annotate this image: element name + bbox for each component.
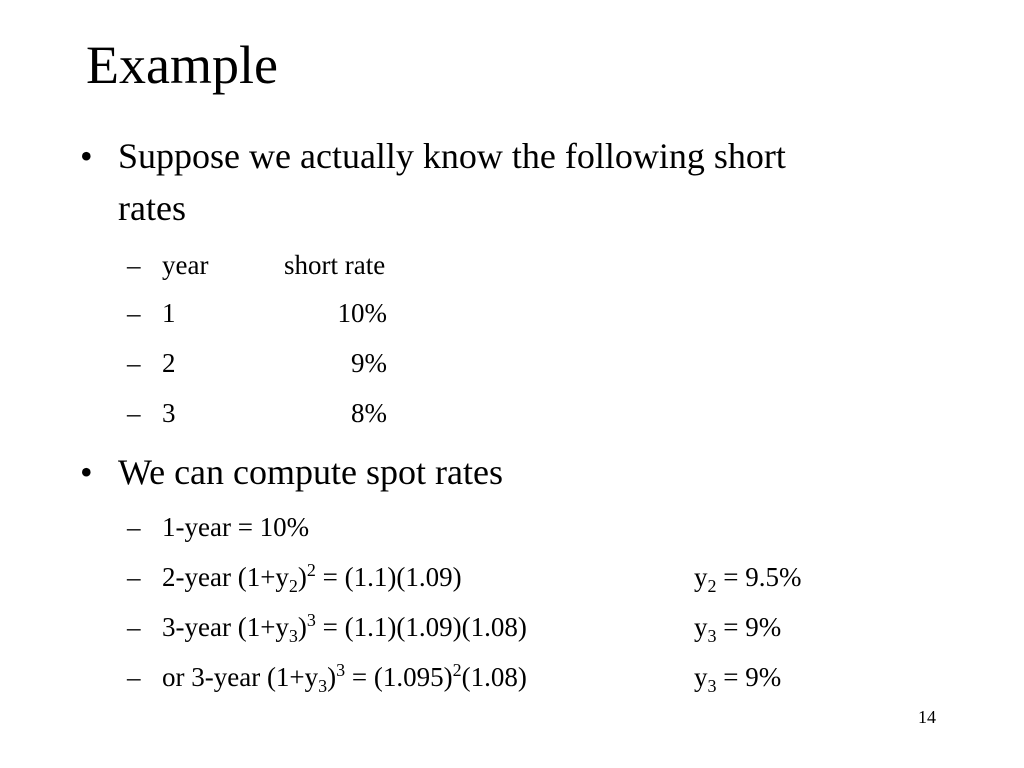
dash-symbol: – bbox=[127, 398, 141, 428]
spot-rate-1-text: 1-year = 10% bbox=[162, 512, 310, 542]
bullet-1-line-2: rates bbox=[118, 188, 186, 228]
dash-symbol: – bbox=[127, 662, 141, 692]
spot-rate-2-result: $y_2 = 9.5\%$ bbox=[694, 562, 802, 596]
spot-rate-4-equation: or 3-year $(1+y_3)^3 = (1.095)^2(1.08)$ bbox=[162, 660, 527, 696]
dash-symbol: – bbox=[127, 298, 141, 328]
row-year: 3 bbox=[162, 398, 176, 428]
row-year: 2 bbox=[162, 348, 176, 378]
spot-rate-3-result: $y_3 = 9\%$ bbox=[694, 612, 782, 646]
row-rate: 8% bbox=[351, 398, 387, 428]
bullet-symbol: • bbox=[80, 136, 93, 176]
spot-rate-4-result: $y_3 = 9\%$ bbox=[694, 662, 782, 696]
dash-symbol: – bbox=[127, 562, 141, 592]
bullet-symbol: • bbox=[80, 452, 93, 492]
slide-title: Example bbox=[86, 35, 278, 95]
header-year: year bbox=[162, 250, 209, 280]
header-short-rate: short rate bbox=[284, 250, 386, 280]
bullet-2-text: We can compute spot rates bbox=[118, 452, 503, 492]
dash-symbol: – bbox=[127, 512, 141, 542]
page-number: 14 bbox=[918, 707, 936, 727]
row-rate: 10% bbox=[337, 298, 387, 328]
spot-rate-2-equation: 2-year $(1+y_2)^2 = (1.1)(1.09)$ bbox=[162, 560, 462, 596]
dash-symbol: – bbox=[127, 612, 141, 642]
row-year: 1 bbox=[162, 298, 176, 328]
spot-rate-3-equation: 3-year $(1+y_3)^3 = (1.1)(1.09)(1.08)$ bbox=[162, 610, 527, 646]
dash-symbol: – bbox=[127, 250, 141, 280]
row-rate: 9% bbox=[351, 348, 387, 378]
bullet-1-line-1: Suppose we actually know the following short bbox=[118, 136, 786, 176]
dash-symbol: – bbox=[127, 348, 141, 378]
